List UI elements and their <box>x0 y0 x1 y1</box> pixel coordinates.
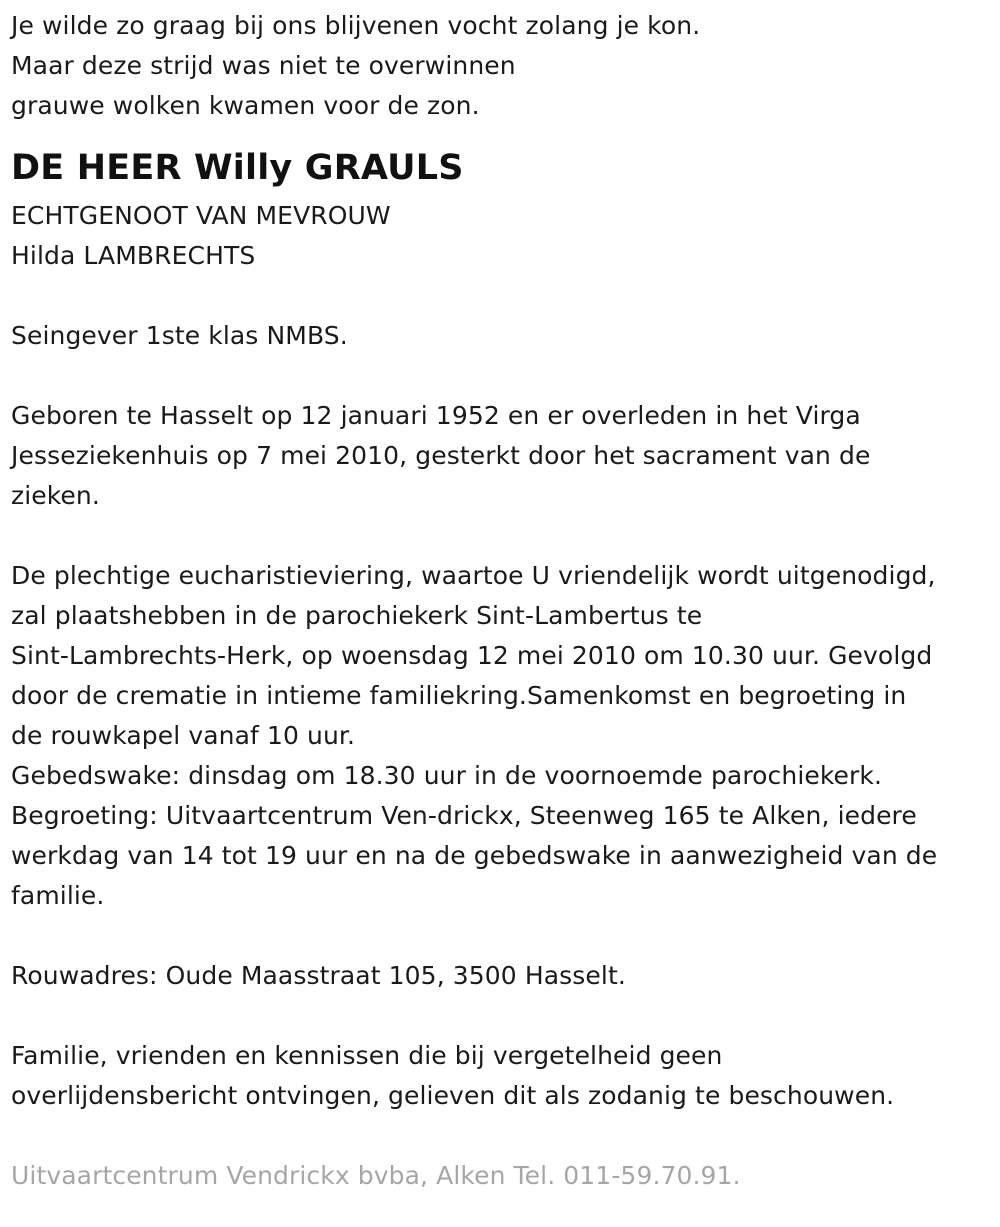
spacer <box>11 356 990 396</box>
greeting-line: Begroeting: Uitvaartcentrum Ven-drickx, Steenweg 165 te Alken, iedere <box>11 801 917 830</box>
greeting-line: familie. <box>11 881 105 910</box>
spacer <box>11 1116 990 1156</box>
spacer <box>11 996 990 1036</box>
deceased-name: DE HEER Willy GRAULS <box>11 148 464 188</box>
poem-section <box>11 6 990 126</box>
relation-line: ECHTGENOOT VAN MEVROUW <box>11 201 391 230</box>
spacer <box>11 276 990 316</box>
ceremony-section <box>11 556 990 916</box>
spacer <box>11 916 990 956</box>
greeting-line: werkdag van 14 tot 19 uur en na de gebedswake in aanwezigheid van de <box>11 841 938 870</box>
ceremony-line: door de crematie in intieme familiekring.Samenkomst en begroeting in <box>11 681 907 710</box>
poem-line: grauwe wolken kwamen voor de zon. <box>11 91 480 120</box>
relation-section <box>11 196 990 276</box>
vigil-line: Gebedswake: dinsdag om 18.30 uur in de voornoemde parochiekerk. <box>11 761 883 790</box>
poem-line: Maar deze strijd was niet te overwinnen <box>11 51 516 80</box>
ceremony-line: de rouwkapel vanaf 10 uur. <box>11 721 356 750</box>
ceremony-line: zal plaatshebben in de parochiekerk Sint-Lambertus te <box>11 601 703 630</box>
occupation: Seingever 1ste klas NMBS. <box>11 321 348 350</box>
ceremony-line: Sint-Lambrechts-Herk, op woensdag 12 mei 2010 om 10.30 uur. Gevolgd <box>11 641 933 670</box>
birth-death-line: Geboren te Hasselt op 12 januari 1952 en er overleden in het Virga <box>11 401 861 430</box>
mourning-address: Rouwadres: Oude Maasstraat 105, 3500 Hasselt. <box>11 961 626 990</box>
birth-death-section <box>11 396 990 516</box>
notice-line: Familie, vrienden en kennissen die bij vergetelheid geen <box>11 1041 723 1070</box>
spouse-name: Hilda LAMBRECHTS <box>11 241 256 270</box>
ceremony-line: De plechtige eucharistieviering, waartoe U vriendelijk wordt uitgenodigd, <box>11 561 936 590</box>
spacer <box>11 516 990 556</box>
poem-line: Je wilde zo graag bij ons blijvenen vocht zolang je kon. <box>11 11 701 40</box>
funeral-home-footer: Uitvaartcentrum Vendrickx bvba, Alken Tel. 011-59.70.91. <box>11 1161 741 1190</box>
notice-line: overlijdensbericht ontvingen, gelieven dit als zodanig te beschouwen. <box>11 1081 895 1110</box>
birth-death-line: zieken. <box>11 481 100 510</box>
notice-section <box>11 1036 990 1116</box>
birth-death-line: Jesseziekenhuis op 7 mei 2010, gesterkt door het sacrament van de <box>11 441 871 470</box>
